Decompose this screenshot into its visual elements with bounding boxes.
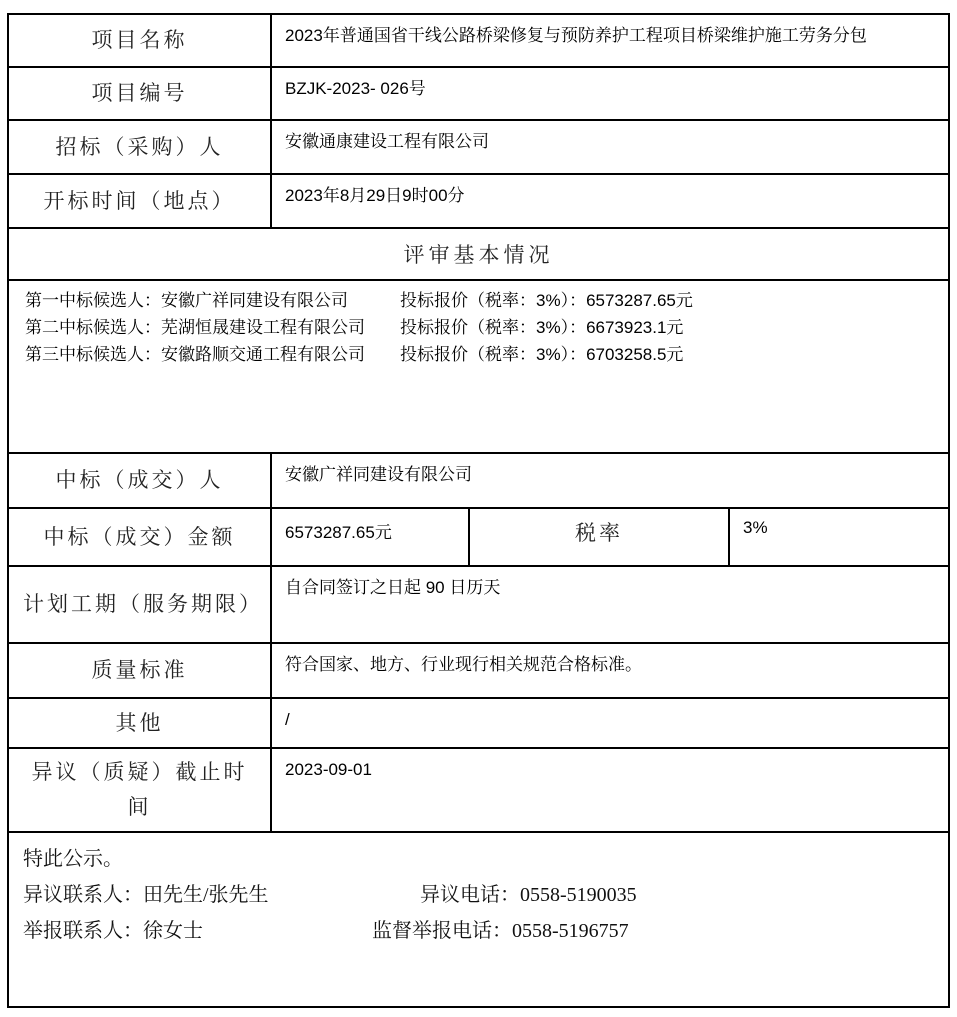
table-row-objection-deadline bbox=[9, 749, 948, 833]
report-phone: 监督举报电话：0558-5196757 bbox=[372, 920, 629, 942]
objection-phone: 异议电话：0558-5190035 bbox=[420, 884, 637, 906]
candidate-2-name: 第二中标候选人：芜湖恒晟建设工程有限公司 bbox=[25, 318, 365, 337]
project-number-label: 项目编号 bbox=[9, 68, 272, 119]
candidate-3-name: 第三中标候选人：安徽路顺交通工程有限公司 bbox=[25, 345, 365, 364]
project-number-value: BZJK-2023- 026号 bbox=[285, 79, 426, 98]
amount-value: 6573287.65元 bbox=[272, 509, 470, 565]
review-header: 评审基本情况 bbox=[403, 243, 554, 267]
quality-label: 质量标准 bbox=[9, 644, 272, 697]
amount-label: 中标（成交）金额 bbox=[9, 509, 272, 565]
table-row-candidates bbox=[9, 281, 948, 454]
winner-label: 中标（成交）人 bbox=[9, 454, 272, 507]
tax-rate-label: 税率 bbox=[470, 509, 730, 565]
table-row-project-name bbox=[9, 15, 948, 68]
footer-objection-line bbox=[23, 877, 938, 913]
duration-label: 计划工期（服务期限） bbox=[9, 567, 272, 642]
candidate-1-name: 第一中标候选人：安徽广祥同建设有限公司 bbox=[25, 291, 348, 310]
bid-announcement-table bbox=[7, 13, 950, 1008]
candidate-3-bid: 投标报价（税率：3%）：6703258.5元 bbox=[400, 345, 684, 364]
footer-report-line bbox=[23, 913, 938, 949]
table-row-other bbox=[9, 699, 948, 749]
tenderer-label: 招标（采购）人 bbox=[9, 121, 272, 173]
tax-rate-value: 3% bbox=[743, 518, 768, 537]
candidate-2-bid: 投标报价（税率：3%）：6673923.1元 bbox=[400, 318, 684, 337]
candidate-line-3 bbox=[25, 341, 938, 368]
duration-value: 自合同签订之日起 90 日历天 bbox=[285, 578, 501, 597]
footer-cell bbox=[9, 833, 948, 1006]
candidates-cell bbox=[9, 281, 948, 452]
table-row-amount bbox=[9, 509, 948, 567]
tenderer-value: 安徽通康建设工程有限公司 bbox=[285, 132, 489, 151]
objection-contact: 异议联系人：田先生/张先生 bbox=[23, 884, 269, 906]
table-row-footer bbox=[9, 833, 948, 1006]
table-row-review-header bbox=[9, 229, 948, 281]
objection-deadline-value: 2023-09-01 bbox=[285, 760, 372, 779]
opening-time-value: 2023年8月29日9时00分 bbox=[285, 186, 465, 205]
opening-time-label: 开标时间（地点） bbox=[9, 175, 272, 227]
candidate-line-1 bbox=[25, 287, 938, 314]
table-row-quality bbox=[9, 644, 948, 699]
project-name-label: 项目名称 bbox=[9, 15, 272, 66]
quality-value: 符合国家、地方、行业现行相关规范合格标准。 bbox=[285, 655, 642, 674]
table-row-project-number bbox=[9, 68, 948, 121]
report-contact: 举报联系人：徐女士 bbox=[23, 920, 203, 942]
table-row-opening-time bbox=[9, 175, 948, 229]
other-value: / bbox=[285, 710, 290, 729]
project-name-value: 2023年普通国省干线公路桥梁修复与预防养护工程项目桥梁维护施工劳务分包 bbox=[285, 26, 867, 45]
footer-notice: 特此公示。 bbox=[23, 848, 123, 870]
table-row-tenderer bbox=[9, 121, 948, 175]
table-row-duration bbox=[9, 567, 948, 644]
table-row-winner bbox=[9, 454, 948, 509]
objection-deadline-label: 异议（质疑）截止时间 bbox=[9, 749, 272, 831]
candidate-line-2 bbox=[25, 314, 938, 341]
other-label: 其他 bbox=[9, 699, 272, 747]
candidate-1-bid: 投标报价（税率：3%）：6573287.65元 bbox=[400, 291, 693, 310]
winner-value: 安徽广祥同建设有限公司 bbox=[285, 465, 472, 484]
